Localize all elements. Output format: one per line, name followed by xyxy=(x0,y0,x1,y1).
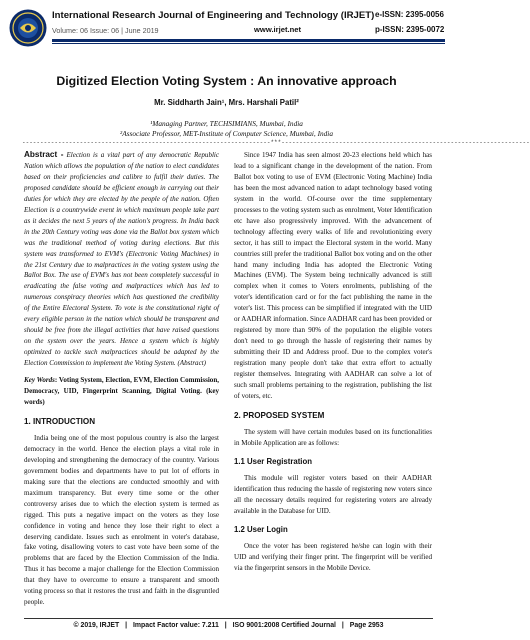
abstract-text: Election is a vital part of any democratic Republic Nation which allows the population of the nation to elect candidates based on their proficiencies and calibre to fulfil their duties. The proposed candidate should be efficient enough in carrying out their duties for which they are elected by the people of the nation. Often Election is a countrywide event in which maximum people take part as it decides the next 5 years of the nation's progress. In India back in the 20th Century voting was done via the Ballot box system which was the traditional method of voting during elections. But this system was transformed to EVM's (Electronic Voting Machines) in the 21st Century due to malpractices in the voting system using the Ballot Box. The use of EVM's has not been completely successful in eradicating the false voting and malpractices which has led to numerous conspiracy theories which has questioned the credibility of the Entire Electoral System. To vote is the constitutional right of every eligible person in the nation which should be transparent and should be free from the illegal activities that have raised questions on the system over the years. Hence a system which is highly optimized to tackle such malpractices should be adapted by the Election Commission to implement the Voting System. (Abstract) xyxy=(24,151,220,368)
irjet-logo-icon xyxy=(8,8,48,48)
introduction-text: India being one of the most populous country is also the largest democracy in the world. Hence the election plays a vital role in developing and strengthening the democracy of the country. Various government bodies and departments have to put lot of efforts in making sure that the elections are conducted smoothly and with maximum transparency. But every time some or the other controversy arises due to which the election system is termed as rigged. This puts a negative impact on the voters as they lose confidence in voting and hence they lose their right to elect a deserving candidate. Issues such as enrolment in voter's database, fake voting, disallowing voters to cast vote have been some of the problems that are faced by the Election Commission of the India. Thus it has become a major challenge for the Election Commission that they have to overcome to ensure a transparent and smooth voting process so that it restores the trust and faith in the disgruntled people. xyxy=(24,433,219,607)
footer-iso: ISO 9001:2008 Certified Journal xyxy=(232,622,336,629)
right-column xyxy=(234,150,432,577)
header-rule-thin xyxy=(52,43,445,44)
keywords-text: : Voting System, Election, EVM, Election Commission, Democracy, UID, Fingerprint Scanning, Digital Voting. (key words) xyxy=(24,376,219,406)
separator-line: ---------------------------------------------------------------------***--------------------------------------------------------------------- xyxy=(22,139,530,146)
affiliation-2: ²Associate Professor, MET-Institute of Computer Science, Mumbai, India xyxy=(120,129,333,138)
abstract xyxy=(24,150,219,369)
section-heading-introduction: 1. INTRODUCTION xyxy=(24,416,96,426)
paper-title: Digitized Election Voting System : An innovative approach xyxy=(56,74,397,88)
journal-website: www.irjet.net xyxy=(254,25,301,34)
footer-rule xyxy=(24,618,433,619)
author-list: Mr. Siddharth Jain¹, Mrs. Harshali Patil² xyxy=(154,98,299,107)
user-login-text: Once the voter has been registered he/she can login with their UID and verifying their finger print. The fingerprint will be verified via the fingerprint sensors in the Mobile Device. xyxy=(234,541,432,572)
footer-separator: | xyxy=(341,622,344,629)
header-rule xyxy=(52,39,445,42)
footer-page-number: Page 2953 xyxy=(349,622,384,629)
subsection-heading-user-registration: 1.1 User Registration xyxy=(234,456,312,466)
footer-separator: | xyxy=(125,622,128,629)
keywords-heading: Key Words xyxy=(24,376,55,385)
e-issn: e-ISSN: 2395-0056 xyxy=(375,10,444,19)
subsection-heading-user-login: 1.2 User Login xyxy=(234,524,288,534)
page-footer xyxy=(24,622,433,629)
left-column xyxy=(24,150,219,611)
volume-issue: Volume: 06 Issue: 06 | June 2019 xyxy=(52,26,159,35)
footer-separator: | xyxy=(224,622,227,629)
journal-header xyxy=(8,8,445,54)
abstract-heading: Abstract - xyxy=(24,150,64,159)
journal-title: International Research Journal of Engineering and Technology (IRJET) xyxy=(52,10,375,21)
user-registration-text: This module will register voters based on their AADHAR identification thus reducing the hassle of registering new voters since all the necessary details required for registering voters are already available in the Database for UID. xyxy=(234,473,432,515)
proposed-system-text: The system will have certain modules based on its functionalities in Mobile Application are as follows: xyxy=(234,427,432,447)
footer-copyright: © 2019, IRJET xyxy=(73,622,120,629)
right-paragraph-1: Since 1947 India has seen almost 20-23 elections held which has lead to a significant change in the development of the nation. From Ballot box voting to use of EVM (Electronic Voting Machine) India has been the most advanced nation to adapt technology based voting system in the world. Of-course over the time supplementary processes to the voting system such as enrolment, Voter Identification etc have also progressively improved. With the advancement of technology affecting every walks of life and revolutionizing every sector, it has still to impact the Electoral system in the world. Many countries still prefer the traditional Ballot box voting and on the other hand many including India has adopted the Electronic Voting Machines (EVM). The System being technically advanced is still complex when it comes to Voters enrolments, publishing of the voter's identification card or for the fact publishing the name in the voter's list. This process can be simplified if integrated with the UID or AADHAR information. Since AADHAR card has been provided or registered by more than 90% of the population the eligible voters don't need to go through the hassle of registering their names by submitting their ID and Address proof. Due to the complex voter's registration many people don't take that extra effort to actually register themselves. Integrating with AADHAR can solve a lot of such small problems pertaining to the registration, publishing the list of voters, etc. xyxy=(234,151,432,400)
p-issn: p-ISSN: 2395-0072 xyxy=(375,25,445,34)
affiliation-1: ¹Managing Partner, TECHSIMIANS, Mumbai, India xyxy=(150,119,303,128)
footer-impact-factor: Impact Factor value: 7.211 xyxy=(132,622,219,629)
section-heading-proposed-system: 2. PROPOSED SYSTEM xyxy=(234,410,325,420)
keywords xyxy=(24,375,219,408)
